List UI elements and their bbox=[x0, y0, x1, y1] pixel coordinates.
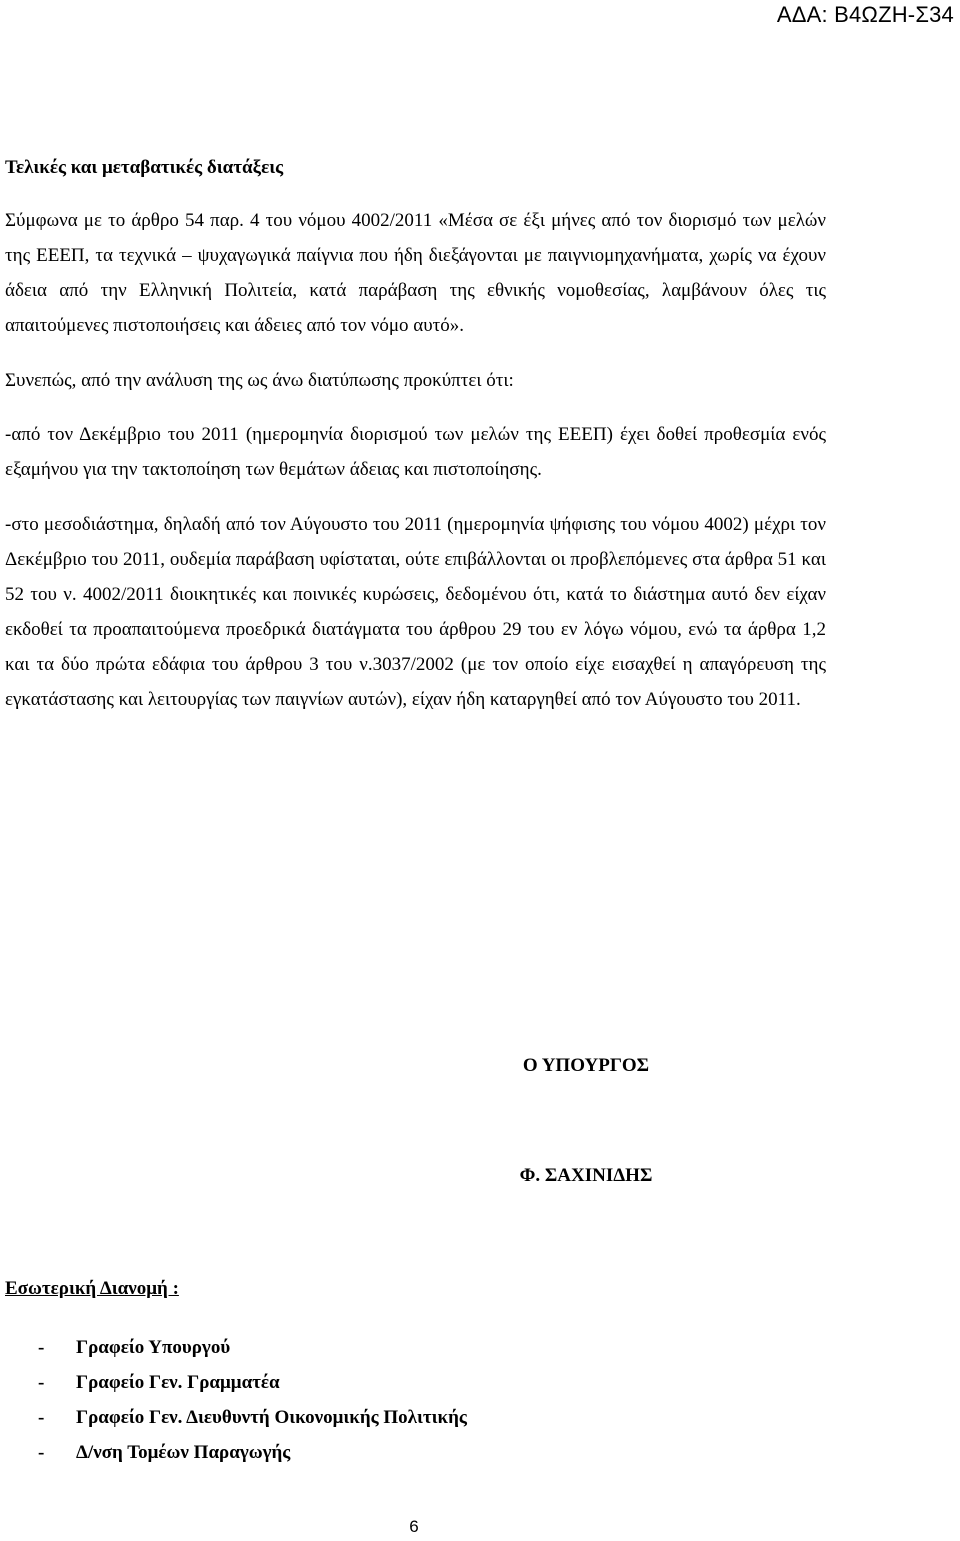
list-dash: - bbox=[38, 1372, 45, 1393]
list-item bbox=[38, 1400, 467, 1435]
paragraph-interim: -στο μεσοδιάστημα, δηλαδή από τον Αύγουστο του 2011 (ημερομηνία ψήφισης του νόμου 4002) μέχρι τον Δεκέμβριο του 2011, ουδεμία παράβαση υφίσταται, ούτε επιβάλλονται οι προβλεπόμενες στα άρθρα 51 και 52 του ν. 4002/2011 διοικητικές και ποινικές κυρώσεις, δεδομένου ότι, κατά το διάστημα αυτό δεν είχαν εκδοθεί τα προαπαιτούμενα προεδρικά διατάγματα του άρθρου 29 του εν λόγω νόμου, ενώ τα άρθρα 1,2 και τα δύο πρώτα εδάφια του άρθρου 3 του ν.3037/2002 (με τον οποίο είχε εισαχθεί η απαγόρευση της εγκατάστασης και λειτουργίας των παιγνίων αυτών), είχαν ήδη καταργηθεί από τον Αύγουστο του 2011. bbox=[5, 514, 826, 710]
list-item-label: Γραφείο Γεν. Διευθυντή Οικονομικής Πολιτικής bbox=[76, 1407, 467, 1428]
paragraph-law-quote: Σύμφωνα με το άρθρο 54 παρ. 4 του νόμου 4002/2011 «Μέσα σε έξι μήνες από τον διορισμό των μελών της ΕΕΕΠ, τα τεχνικά – ψυχαγωγικά παίγνια που ήδη διεξάγονται με παιγνιομηχανήματα, χωρίς να έχουν άδεια από την Ελληνική Πολιτεία, κατά παράβαση της εθνικής νομοθεσίας, λαμβάνουν όλες τις απαιτούμενες πιστοποιήσεις και άδειες από τον νόμο αυτό». bbox=[5, 210, 826, 336]
paragraph-consequently: Συνεπώς, από την ανάλυση της ως άνω διατύπωσης προκύπτει ότι: bbox=[5, 370, 514, 391]
section-heading: Τελικές και μεταβατικές διατάξεις bbox=[5, 157, 284, 178]
list-item bbox=[38, 1435, 467, 1470]
list-item bbox=[38, 1365, 467, 1400]
list-dash: - bbox=[38, 1442, 45, 1463]
list-item bbox=[38, 1330, 467, 1365]
document-body bbox=[5, 150, 826, 717]
list-dash: - bbox=[38, 1407, 45, 1428]
list-item-label: Γραφείο Γεν. Γραμματέα bbox=[76, 1372, 280, 1393]
distribution-title: Εσωτερική Διανομή : bbox=[5, 1278, 179, 1299]
distribution-list bbox=[38, 1330, 467, 1470]
list-item-label: Δ/νση Τομέων Παραγωγής bbox=[76, 1442, 291, 1463]
list-dash: - bbox=[38, 1337, 45, 1358]
ada-code: ΑΔΑ: Β4ΩΖΗ-Σ34 bbox=[776, 2, 954, 27]
list-item-label: Γραφείο Υπουργού bbox=[76, 1337, 231, 1358]
signature-name: Φ. ΣΑΧΙΝΙΔΗΣ bbox=[519, 1165, 653, 1186]
page-number: 6 bbox=[409, 1517, 419, 1536]
paragraph-deadline: -από τον Δεκέμβριο του 2011 (ημερομηνία διορισμού των μελών της ΕΕΕΠ) έχει δοθεί προθεσμία ενός εξαμήνου για την τακτοποίηση των θεμάτων άδειας και πιστοποίησης. bbox=[5, 424, 826, 480]
signature-title: Ο ΥΠΟΥΡΓΟΣ bbox=[522, 1055, 650, 1076]
